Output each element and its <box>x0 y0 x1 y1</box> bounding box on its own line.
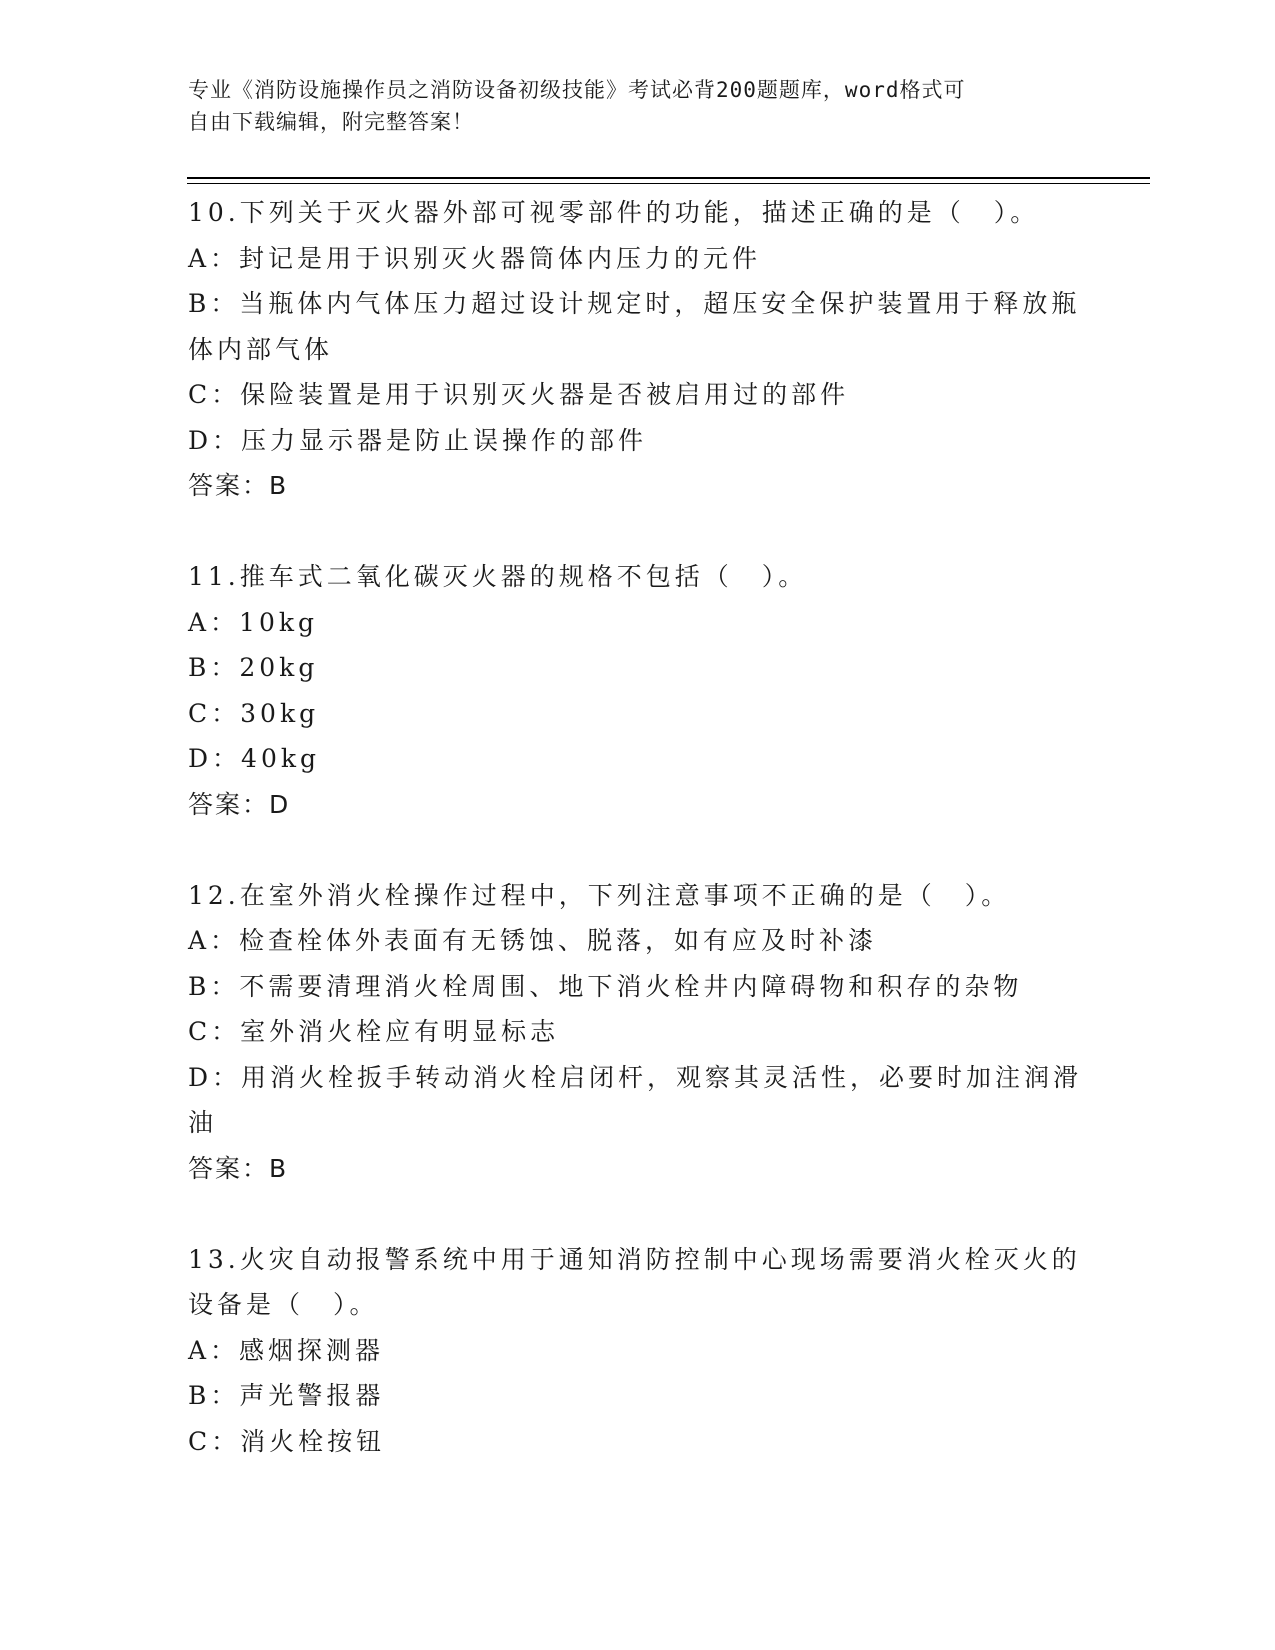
question-text: 11.推车式二氧化碳灭火器的规格不包括（ ）。 <box>188 562 808 591</box>
option-c: C：保险装置是用于识别灭火器是否被启用过的部件 <box>188 380 850 409</box>
option-c: C：室外消火栓应有明显标志 <box>188 1017 560 1046</box>
header-divider <box>187 177 1150 179</box>
option-d-continued: 油 <box>188 1108 218 1137</box>
option-b: B：20kg <box>188 653 319 682</box>
option-d: D：用消火栓扳手转动消火栓启闭杆，观察其灵活性，必要时加注润滑 <box>188 1062 1083 1092</box>
question-block <box>188 190 1088 509</box>
option-c: C：消火栓按钮 <box>188 1426 386 1456</box>
option-a: A：检查栓体外表面有无锈蚀、脱落，如有应及时补漆 <box>188 926 878 955</box>
question-block <box>188 1237 1088 1465</box>
question-text: 12.在室外消火栓操作过程中，下列注意事项不正确的是（ ）。 <box>188 880 1011 910</box>
question-gap <box>188 509 1088 555</box>
question-list <box>188 190 1088 1464</box>
option-b: B：声光警报器 <box>188 1381 385 1410</box>
question-gap <box>188 1191 1088 1237</box>
header-divider <box>187 183 1150 184</box>
option-a: A：感烟探测器 <box>188 1335 385 1365</box>
header-line: 自由下载编辑，附完整答案！ <box>188 110 474 134</box>
question-text: 10.下列关于灭火器外部可视零部件的功能，描述正确的是（ ）。 <box>188 198 1040 227</box>
question-text-continued: 设备是（ ）。 <box>188 1290 379 1319</box>
answer-line: 答案：D <box>188 789 291 819</box>
question-gap <box>188 827 1088 873</box>
option-d: D：压力显示器是防止误操作的部件 <box>188 425 648 455</box>
answer-line: 答案：B <box>188 471 289 500</box>
question-text: 13.火灾自动报警系统中用于通知消防控制中心现场需要消火栓灭火的 <box>188 1244 1081 1274</box>
header-line: 专业《消防设施操作员之消防设备初级技能》考试必背200题题库，word格式可 <box>188 78 966 102</box>
option-a: A：10kg <box>188 607 319 637</box>
option-c: C：30kg <box>188 698 320 728</box>
option-d: D：40kg <box>188 744 321 773</box>
question-block <box>188 873 1088 1192</box>
option-a: A：封记是用于识别灭火器筒体内压力的元件 <box>188 243 762 273</box>
question-block <box>188 554 1088 827</box>
document-header <box>188 74 1088 138</box>
option-b: B：当瓶体内气体压力超过设计规定时，超压安全保护装置用于释放瓶 <box>188 289 1081 318</box>
answer-line: 答案：B <box>188 1153 289 1183</box>
option-b: B：不需要清理消火栓周围、地下消火栓井内障碍物和积存的杂物 <box>188 971 1023 1001</box>
option-b-continued: 体内部气体 <box>188 334 334 364</box>
